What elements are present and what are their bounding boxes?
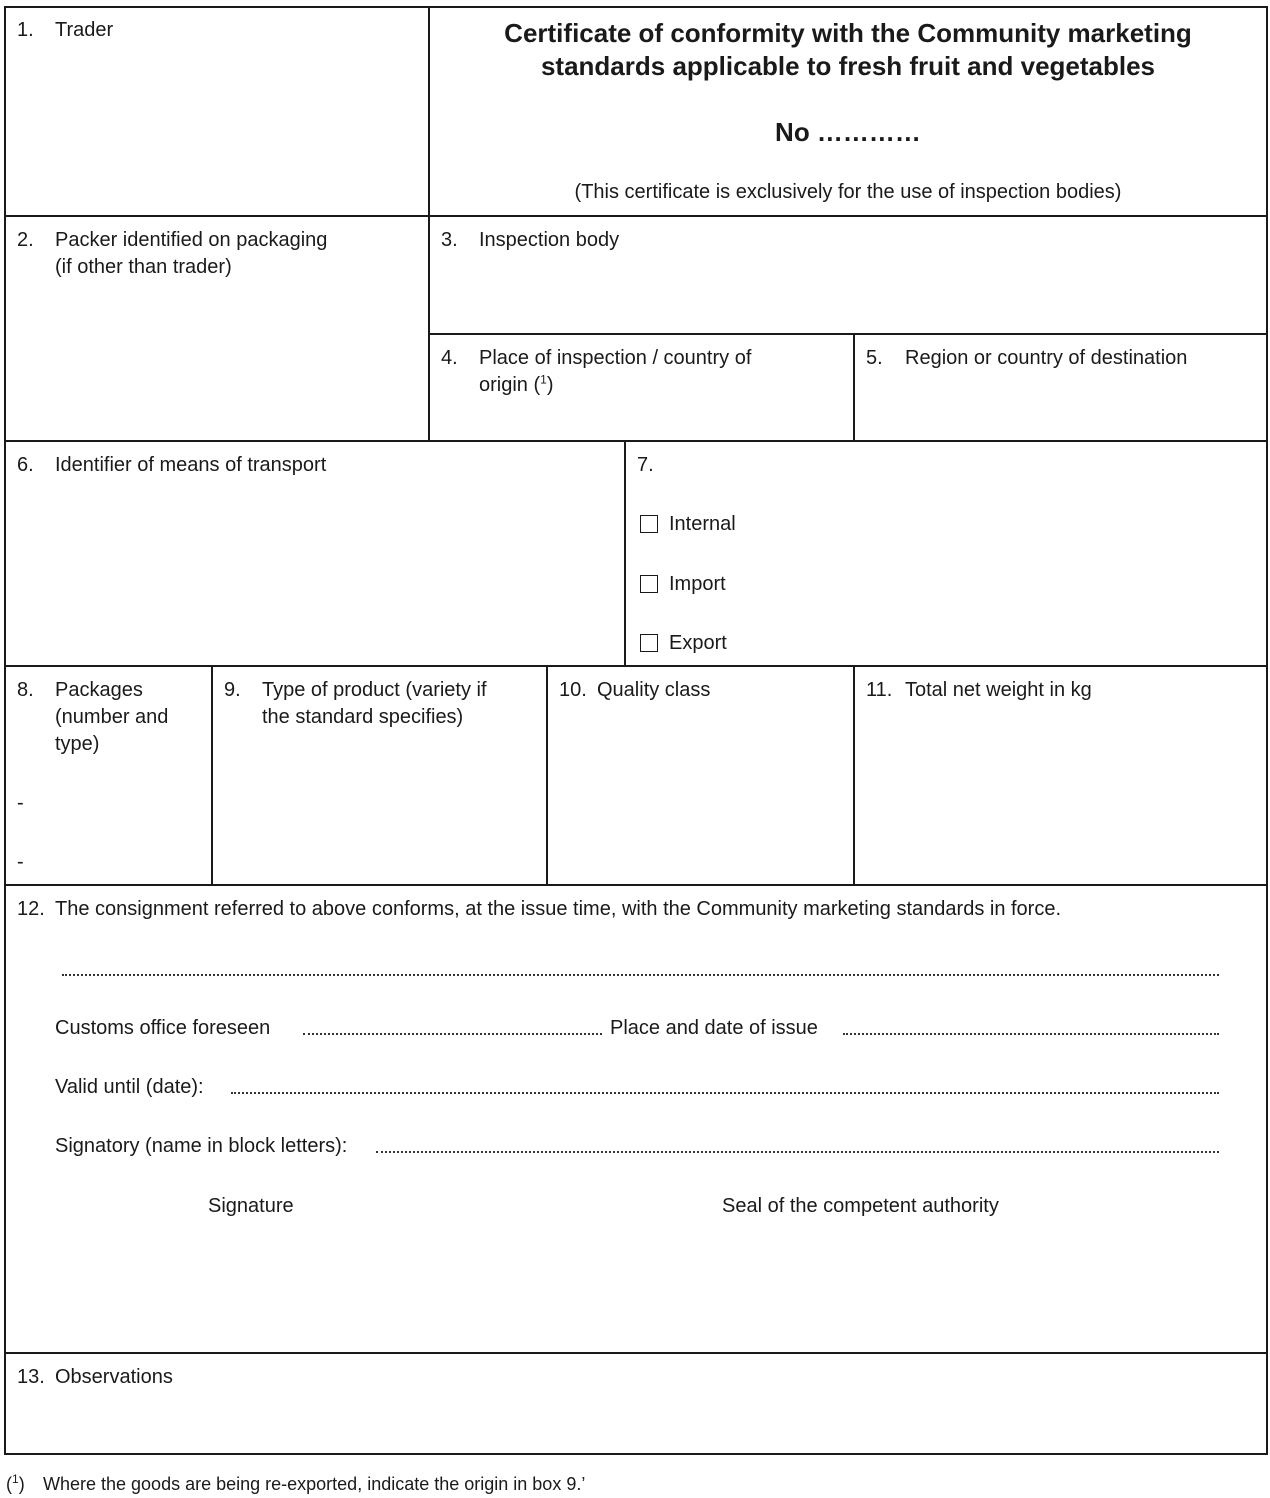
- box3-number: 3.: [441, 229, 458, 251]
- box9-number: 9.: [224, 679, 241, 701]
- conformity-detail-field[interactable]: [62, 962, 1219, 976]
- row-divider-4: [4, 884, 1268, 886]
- packages-label-line2: (number and: [55, 706, 169, 728]
- col-divider-6-7: [624, 440, 626, 666]
- packer-label-line2: (if other than trader): [55, 256, 232, 278]
- import-checkbox[interactable]: [640, 575, 658, 593]
- col-divider-10-11: [853, 665, 855, 885]
- packages-label-line1: Packages: [55, 679, 143, 701]
- box2-number: 2.: [17, 229, 34, 251]
- internal-option-label: Internal: [669, 513, 736, 535]
- outer-border-top: [4, 6, 1268, 8]
- packer-label-line1: Packer identified on packaging: [55, 229, 328, 251]
- certificate-title-line1: Certificate of conformity with the Community marketing: [504, 18, 1192, 48]
- col-divider-8-9: [211, 665, 213, 885]
- col-divider-9-10: [546, 665, 548, 885]
- row-divider-3: [4, 665, 1268, 667]
- signature-label: Signature: [208, 1195, 294, 1217]
- packages-dash-2: -: [17, 851, 24, 873]
- outer-border-left: [4, 6, 6, 1455]
- row-divider-5: [4, 1352, 1268, 1354]
- outer-border-right: [1266, 6, 1268, 1455]
- box6-number: 6.: [17, 454, 34, 476]
- packages-dash-1: -: [17, 792, 24, 814]
- box1-number: 1.: [17, 19, 34, 41]
- product-type-label-line2: the standard specifies): [262, 706, 464, 728]
- box8-number: 8.: [17, 679, 34, 701]
- export-checkbox[interactable]: [640, 634, 658, 652]
- packages-label-line3: type): [55, 733, 100, 755]
- conformity-statement: The consignment referred to above conforms, at the issue time, with the Community marketing standards in force.: [55, 898, 1062, 920]
- box11-number: 11.: [866, 679, 893, 701]
- seal-label: Seal of the competent authority: [722, 1195, 999, 1217]
- place-date-issue-label: Place and date of issue: [610, 1017, 818, 1039]
- box5-number: 5.: [866, 347, 883, 369]
- net-weight-label: Total net weight in kg: [905, 679, 1092, 701]
- certificate-usage-note: (This certificate is exclusively for the use of inspection bodies): [574, 181, 1122, 203]
- outer-border-bottom: [4, 1453, 1268, 1455]
- footnote-marker: ($^1$): [6, 1472, 25, 1494]
- valid-until-field[interactable]: [231, 1080, 1219, 1094]
- certificate-number: No …………: [775, 117, 921, 147]
- row-divider-1: [4, 215, 1268, 217]
- place-of-inspection-label-line2: origin ($^1$): [479, 372, 554, 396]
- observations-label: Observations: [55, 1366, 173, 1388]
- customs-office-label: Customs office foreseen: [55, 1017, 271, 1039]
- transport-identifier-label: Identifier of means of transport: [55, 454, 327, 476]
- box7-number: 7.: [637, 454, 654, 476]
- row-divider-3-4: [428, 333, 1268, 335]
- box12-number: 12.: [17, 898, 45, 920]
- import-option-label: Import: [669, 573, 726, 595]
- footnote-text: Where the goods are being re-exported, indicate the origin in box 9.’: [43, 1474, 586, 1494]
- internal-checkbox[interactable]: [640, 515, 658, 533]
- footnote-number: 1: [12, 1472, 19, 1486]
- signatory-label: Signatory (name in block letters):: [55, 1135, 348, 1157]
- box4-number: 4.: [441, 347, 458, 369]
- box10-number: 10.: [559, 679, 587, 701]
- valid-until-label: Valid until (date):: [55, 1076, 204, 1098]
- place-of-inspection-label-line1: Place of inspection / country of: [479, 347, 752, 369]
- place-date-issue-field[interactable]: [843, 1021, 1219, 1035]
- col-divider-4-5: [853, 333, 855, 441]
- signatory-field[interactable]: [376, 1139, 1219, 1153]
- certificate-title-line2: standards applicable to fresh fruit and vegetables: [540, 51, 1156, 81]
- trader-label: Trader: [55, 19, 114, 41]
- inspection-body-label: Inspection body: [479, 229, 620, 251]
- product-type-label-line1: Type of product (variety if: [262, 679, 487, 701]
- customs-office-field[interactable]: [303, 1021, 602, 1035]
- row-divider-2: [4, 440, 1268, 442]
- destination-label: Region or country of destination: [905, 347, 1188, 369]
- box13-number: 13.: [17, 1366, 45, 1388]
- quality-class-label: Quality class: [597, 679, 711, 701]
- footnote-ref: 1: [540, 372, 547, 387]
- export-option-label: Export: [669, 632, 727, 654]
